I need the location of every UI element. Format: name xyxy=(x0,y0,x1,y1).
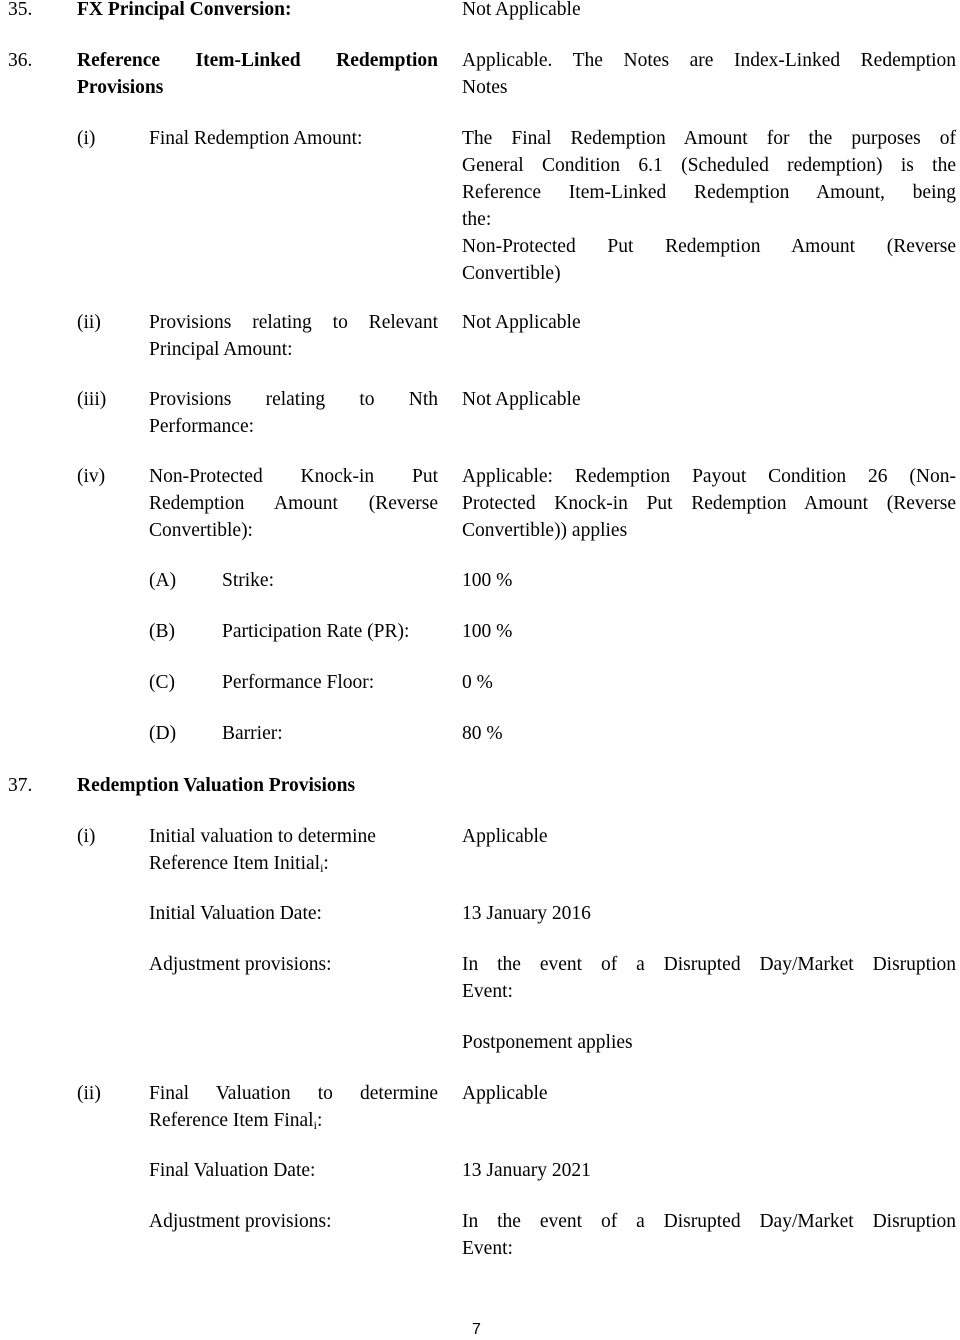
item-36-iv-title-line: Redemption Amount (Reverse xyxy=(149,493,438,514)
item-36-title xyxy=(77,47,438,101)
item-36-ii-label: (ii) xyxy=(77,312,101,333)
item-36-iv-title xyxy=(149,463,438,544)
adjustment-value-line: In the event of a Disrupted Day/Market Disruption xyxy=(462,954,956,975)
item-36-ii-title-line: Provisions relating to Relevant xyxy=(149,312,438,333)
sub-item-label: (A) xyxy=(149,570,177,591)
page-number: 7 xyxy=(472,1321,481,1338)
item-37-title: Redemption Valuation Provisions xyxy=(77,775,356,796)
item-36-iii-title-line: Performance: xyxy=(149,416,255,437)
initial-valuation-date-label: Initial Valuation Date: xyxy=(149,903,322,924)
adjustment-provisions-label: Adjustment provisions: xyxy=(149,954,332,975)
adjustment-value-line: In the event of a Disrupted Day/Market Disruption xyxy=(462,1211,956,1232)
item-36-iv-label: (iv) xyxy=(77,466,106,487)
item-35-value: Not Applicable xyxy=(462,0,581,20)
item-36-number: 36. xyxy=(8,50,33,71)
item-36-i-value-line: Reference Item-Linked Redemption Amount, being xyxy=(462,182,956,203)
item-36-value xyxy=(462,47,956,101)
item-36-iv-title-line: Convertible): xyxy=(149,520,253,541)
item-37-number: 37. xyxy=(8,775,33,796)
adjustment-provisions-label: Adjustment provisions: xyxy=(149,1211,332,1232)
item-36-title-line: Reference Item-Linked Redemption xyxy=(77,50,438,71)
item-36-iv-value-line: Protected Knock-in Put Redemption Amount (Reverse xyxy=(462,493,956,514)
sub-item-name: Strike: xyxy=(222,570,274,591)
sub-item-name: Performance Floor: xyxy=(222,672,375,693)
item-36-iv-value xyxy=(462,463,956,544)
item-36-iv-value-line: Convertible)) applies xyxy=(462,520,628,541)
item-36-i-value-line: the: xyxy=(462,209,492,230)
title-text: Reference Item Initial xyxy=(149,853,321,874)
item-36-title-line: Provisions xyxy=(77,77,164,98)
item-37-i-value: Applicable xyxy=(462,826,548,847)
sub-item-name: Participation Rate (PR): xyxy=(222,621,410,642)
title-colon: : xyxy=(316,1110,323,1131)
item-36-i-value-line: Non-Protected Put Redemption Amount (Reverse xyxy=(462,236,956,257)
item-37-i-title xyxy=(149,823,438,877)
item-37-ii-value: Applicable xyxy=(462,1083,548,1104)
subscript-i: i xyxy=(320,861,324,875)
item-37-i-title-line: Initial valuation to determine xyxy=(149,826,376,847)
item-37-i-title-line xyxy=(149,850,438,877)
item-36-ii-value: Not Applicable xyxy=(462,312,581,333)
final-valuation-date-label: Final Valuation Date: xyxy=(149,1160,316,1181)
item-36-i-label: (i) xyxy=(77,128,96,149)
sub-item-value: 100 % xyxy=(462,621,513,642)
sub-item-value: 100 % xyxy=(462,570,513,591)
sub-item-label: (D) xyxy=(149,723,177,744)
title-text: Reference Item Final xyxy=(149,1110,314,1131)
item-36-i-value-line: The Final Redemption Amount for the purposes of xyxy=(462,128,956,149)
item-37-i-label: (i) xyxy=(77,826,96,847)
item-36-i-value-line: General Condition 6.1 (Scheduled redemption) is the xyxy=(462,155,956,176)
adjustment-value-line: Event: xyxy=(462,981,513,1002)
sub-item-label: (B) xyxy=(149,621,175,642)
item-36-value-line: Notes xyxy=(462,77,508,98)
item-36-iv-value-line: Applicable: Redemption Payout Condition 26 (Non- xyxy=(462,466,956,487)
item-36-iii-label: (iii) xyxy=(77,389,107,410)
item-36-iv-title-line: Non-Protected Knock-in Put xyxy=(149,466,438,487)
item-37-ii-title-line xyxy=(149,1107,438,1134)
item-37-ii-title-line: Final Valuation to determine xyxy=(149,1083,438,1104)
item-36-i-value-line: Convertible) xyxy=(462,263,561,284)
postponement-text: Postponement applies xyxy=(462,1032,633,1053)
item-35-title: FX Principal Conversion: xyxy=(77,0,292,20)
item-36-ii-title xyxy=(149,309,438,363)
item-37-ii-title xyxy=(149,1080,438,1134)
adjustment-value-line: Event: xyxy=(462,1238,513,1259)
item-36-value-line: Applicable. The Notes are Index-Linked Redemption xyxy=(462,50,956,71)
title-colon: : xyxy=(323,853,329,874)
initial-valuation-date-value: 13 January 2016 xyxy=(462,903,591,924)
adjustment-provisions-value xyxy=(462,951,956,1005)
item-35-number: 35. xyxy=(8,0,33,20)
item-36-iii-title xyxy=(149,386,438,440)
sub-item-value: 0 % xyxy=(462,672,493,693)
sub-item-value: 80 % xyxy=(462,723,503,744)
item-36-i-value xyxy=(462,125,956,287)
item-36-iii-value: Not Applicable xyxy=(462,389,581,410)
sub-item-name: Barrier: xyxy=(222,723,283,744)
item-36-i-title: Final Redemption Amount: xyxy=(149,128,363,149)
item-36-ii-title-line: Principal Amount: xyxy=(149,339,293,360)
final-valuation-date-value: 13 January 2021 xyxy=(462,1160,591,1181)
adjustment-provisions-value xyxy=(462,1208,956,1262)
item-37-ii-label: (ii) xyxy=(77,1083,101,1104)
item-36-iii-title-line: Provisions relating to Nth xyxy=(149,389,438,410)
sub-item-label: (C) xyxy=(149,672,175,693)
subscript-i: i xyxy=(313,1118,317,1132)
